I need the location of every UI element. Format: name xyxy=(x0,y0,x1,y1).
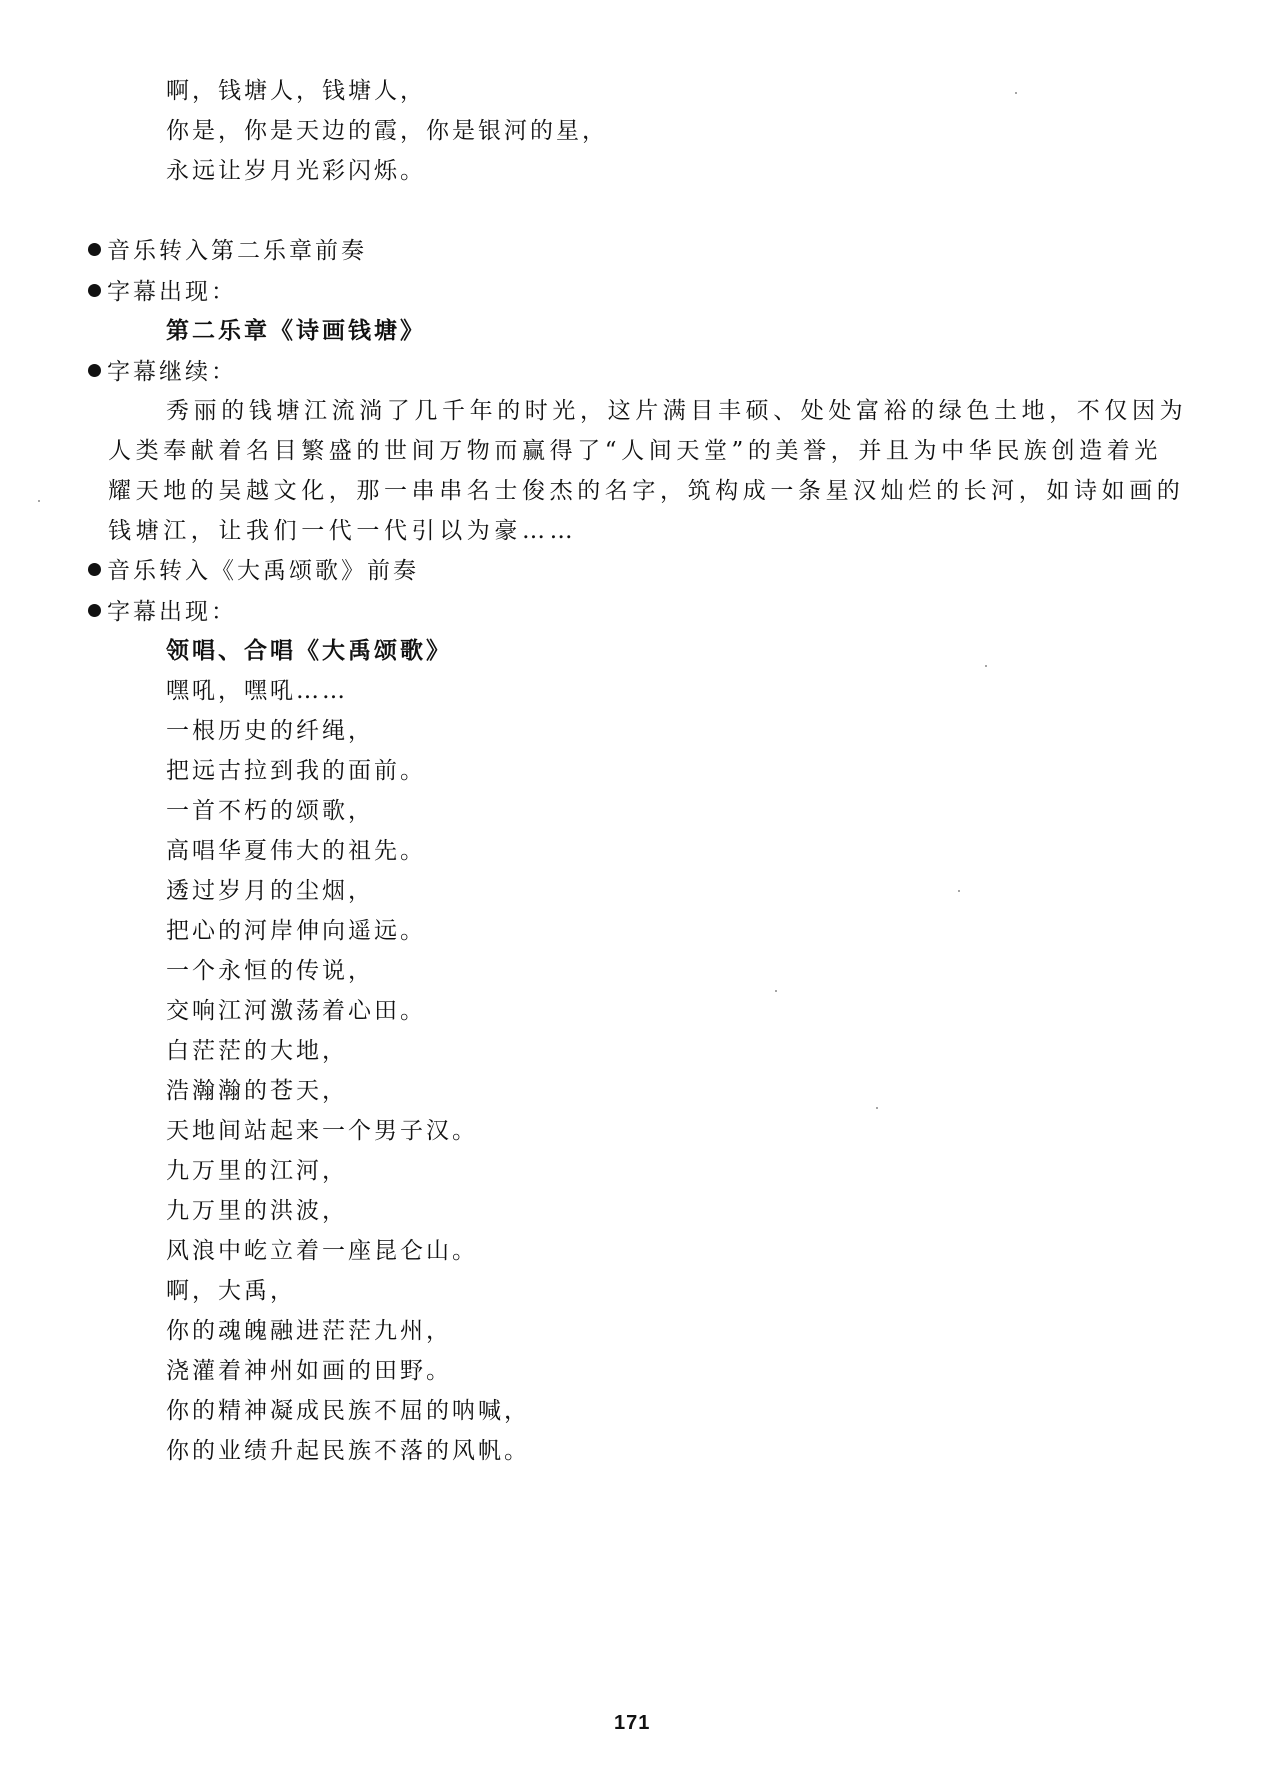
stage-cue xyxy=(88,277,237,307)
lyric-line: 你的业绩升起民族不落的风帆。 xyxy=(166,1438,530,1464)
paragraph-line: 耀天地的吴越文化，那一串串名士俊杰的名字，筑构成一条星汉灿烂的长河，如诗如画的 xyxy=(108,478,1185,504)
lyric-line: 浩瀚瀚的苍天， xyxy=(166,1078,348,1104)
scan-speck xyxy=(775,990,777,992)
lyric-line: 一个永恒的传说， xyxy=(166,958,374,984)
bullet-icon xyxy=(88,243,101,256)
lyric-line: 九万里的江河， xyxy=(166,1158,348,1184)
paragraph-line: 秀丽的钱塘江流淌了几千年的时光，这片满目丰硕、处处富裕的绿色土地，不仅因为 xyxy=(166,398,1188,424)
bullet-icon xyxy=(88,563,101,576)
chapter-title: 第二乐章《诗画钱塘》 xyxy=(166,317,426,344)
lyric-line: 一根历史的纤绳， xyxy=(166,718,374,744)
paragraph-line: 钱塘江，让我们一代一代引以为豪…… xyxy=(108,518,578,544)
lyric-line: 天地间站起来一个男子汉。 xyxy=(166,1118,478,1144)
lyric-line: 你的精神凝成民族不屈的呐喊， xyxy=(166,1398,530,1424)
scan-speck xyxy=(876,1107,878,1109)
paragraph-line: 人类奉献着名目繁盛的世间万物而赢得了“人间天堂”的美誉，并且为中华民族创造着光 xyxy=(108,438,1162,464)
stage-cue-text: 字幕出现： xyxy=(107,279,237,305)
lyric-line: 把远古拉到我的面前。 xyxy=(166,758,426,784)
song-title: 领唱、合唱《大禹颂歌》 xyxy=(166,637,452,664)
stage-cue-text: 字幕继续： xyxy=(107,359,237,385)
bullet-icon xyxy=(88,604,101,617)
scan-speck xyxy=(985,665,987,667)
verse-line: 啊，钱塘人，钱塘人， xyxy=(166,78,426,104)
lyric-line: 一首不朽的颂歌， xyxy=(166,798,374,824)
lyric-line: 透过岁月的尘烟， xyxy=(166,878,374,904)
lyric-line: 浇灌着神州如画的田野。 xyxy=(166,1358,452,1384)
verse-line: 你是，你是天边的霞，你是银河的星， xyxy=(166,118,608,144)
stage-cue-text: 音乐转入《大禹颂歌》前奏 xyxy=(107,558,419,584)
lyric-line: 九万里的洪波， xyxy=(166,1198,348,1224)
bullet-icon xyxy=(88,364,101,377)
lyric-line: 把心的河岸伸向遥远。 xyxy=(166,918,426,944)
verse-line: 永远让岁月光彩闪烁。 xyxy=(166,158,426,184)
scan-speck xyxy=(1015,92,1017,94)
stage-cue xyxy=(88,357,237,387)
stage-cue xyxy=(88,556,419,586)
lyric-line: 啊，大禹， xyxy=(166,1278,296,1304)
stage-cue xyxy=(88,236,367,266)
bullet-icon xyxy=(88,284,101,297)
scan-speck xyxy=(958,890,960,892)
page-number: 171 xyxy=(614,1712,651,1734)
stage-cue xyxy=(88,597,237,627)
lyric-line: 嘿吼，嘿吼…… xyxy=(166,678,348,704)
lyric-line: 交响江河激荡着心田。 xyxy=(166,998,426,1024)
lyric-line: 风浪中屹立着一座昆仑山。 xyxy=(166,1238,478,1264)
stage-cue-text: 字幕出现： xyxy=(107,599,237,625)
lyric-line: 白茫茫的大地， xyxy=(166,1038,348,1064)
stage-cue-text: 音乐转入第二乐章前奏 xyxy=(107,238,367,264)
lyric-line: 你的魂魄融进茫茫九州， xyxy=(166,1318,452,1344)
lyric-line: 高唱华夏伟大的祖先。 xyxy=(166,838,426,864)
scan-speck xyxy=(38,500,40,502)
